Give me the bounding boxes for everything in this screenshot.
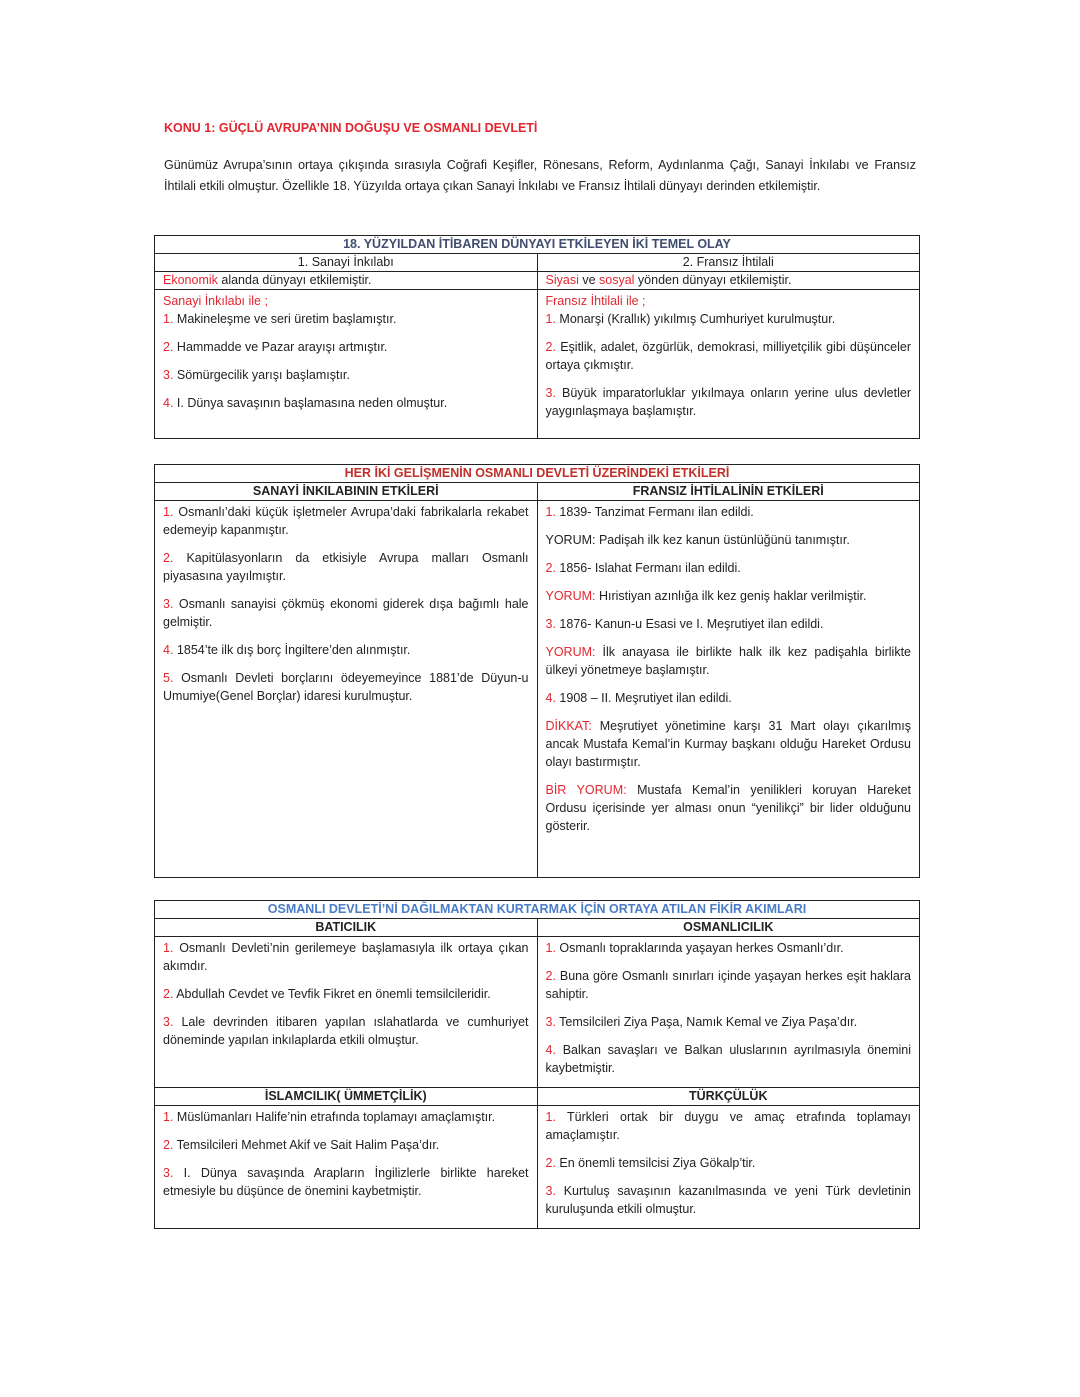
body-text: Osmanlı’daki küçük işletmeler Avrupa’daki fabrikalarla rekabet edemeyip kapanmıştır. — [163, 505, 529, 537]
list-item — [163, 310, 529, 328]
table-major-events — [154, 235, 920, 439]
body-text: Mustafa Kemal’in yenilikleri koruyan Hareket Ordusu içerisinde yer alması onun “yenilikçi” bir lider olduğunu gösterir. — [545, 783, 911, 833]
highlight-text: Fransız İhtilali ile ; — [545, 294, 646, 308]
list-item — [163, 338, 529, 356]
highlight-text: 4. — [163, 643, 174, 657]
list-item — [546, 384, 912, 420]
highlight-text: 1. — [545, 312, 556, 326]
highlight-text: 1. — [545, 941, 556, 955]
osmanlicilik-content — [537, 937, 920, 1088]
table2-title: HER İKİ GELİŞMENİN OSMANLI DEVLETİ ÜZERİNDEKİ ETKİLERİ — [155, 465, 920, 483]
body-text: Osmanlı sanayisi çökmüş ekonomi giderek dışa bağımlı hale gelmiştir. — [163, 597, 529, 629]
list-item — [546, 338, 912, 374]
body-text: Sömürgecilik yarışı başlamıştır. — [173, 368, 350, 382]
list-item — [546, 939, 912, 957]
body-text: Abdullah Cevdet ve Tevfik Fikret en önemli temsilcileridir. — [173, 987, 491, 1001]
highlight-text: BİR YORUM: — [545, 783, 627, 797]
body-text: Meşrutiyet yönetimine karşı 31 Mart olayı çıkarılmış ancak Mustafa Kemal’in Kurmay başkanı olduğu Hareket Ordusu olayı bastırmıştır. — [545, 719, 911, 769]
highlight-text: Siyasi — [545, 273, 579, 287]
body-text: Monarşi (Krallık) yıkılmış Cumhuriyet kurulmuştur. — [555, 312, 836, 326]
body-text: Osmanlı Devleti borçlarını ödeyemeyince 1881’de Düyun-u Umumiye(Genel Borçlar) idaresi kurulmuştur. — [163, 671, 529, 703]
table1-right-header: 2. Fransız İhtilali — [537, 254, 920, 272]
body-text: I. Dünya savaşında Arapların İngilizlerle birlikte hareket etmesiyle bu düşünce de önemini kaybetmiştir. — [163, 1166, 529, 1198]
list-item — [163, 641, 529, 659]
body-text: Eşitlik, adalet, özgürlük, demokrasi, milliyetçilik gibi düşünceler ortaya çıkmıştır. — [545, 340, 911, 372]
list-item — [163, 503, 529, 539]
list-item — [163, 1136, 529, 1154]
body-text: İlk anayasa ile birlikte halk ilk kez padişahla birlikte ülkeyi yönetmeye başlamıştır. — [545, 645, 911, 677]
body-text: Lale devrinden itibaren yapılan ıslahatlarda ve cumhuriyet döneminde yapılan inkılaplarda etkili olmuştur. — [163, 1015, 529, 1047]
islamcilik-content — [155, 1106, 538, 1229]
list-item — [163, 549, 529, 585]
body-text: Hıristiyan azınlığa ilk kez geniş haklar verilmiştir. — [595, 589, 867, 603]
table-ottoman-effects — [154, 464, 920, 878]
body-text: Balkan savaşları ve Balkan uluslarının ayrılmasıyla önemini kaybetmiştir. — [545, 1043, 911, 1075]
highlight-text: 4. — [545, 691, 556, 705]
table1-title: 18. YÜZYILDAN İTİBAREN DÜNYAYI ETKİLEYEN İKİ TEMEL OLAY — [155, 236, 920, 254]
highlight-text: 1. — [163, 505, 174, 519]
table2-left-header: SANAYİ İNKILABININ ETKİLERİ — [155, 483, 538, 501]
table2-right-header: FRANSIZ İHTİLALİNİN ETKİLERİ — [537, 483, 920, 501]
body-text: Türkleri ortak bir duygu ve amaç etrafında toplamayı amaçlamıştır. — [545, 1110, 911, 1142]
highlight-text: 1. — [163, 941, 174, 955]
list-item — [163, 1108, 529, 1126]
table1-right-row — [537, 272, 920, 290]
table1-right-content — [537, 290, 920, 439]
body-text: Temsilcileri Mehmet Akif ve Sait Halim Paşa’dır. — [173, 1138, 440, 1152]
highlight-text: 4. — [545, 1043, 556, 1057]
highlight-text: 1. — [545, 505, 556, 519]
list-item — [546, 967, 912, 1003]
row-text — [546, 272, 912, 289]
body-text: Büyük imparatorluklar yıkılmaya onların yerine ulus devletler yaygınlaşmaya başlamıştır. — [545, 386, 911, 418]
highlight-text: 3. — [163, 1015, 174, 1029]
row-text — [163, 272, 529, 289]
list-item — [163, 1164, 529, 1200]
table1-left-row — [155, 272, 538, 290]
body-text: En önemli temsilcisi Ziya Gökalp’tir. — [555, 1156, 756, 1170]
list-item — [546, 310, 912, 328]
highlight-text: 2. — [545, 561, 556, 575]
highlight-text: DİKKAT: — [545, 719, 592, 733]
highlight-text: sosyal — [599, 273, 635, 287]
table-ideologies — [154, 900, 920, 1229]
header-baticilik: BATICILIK — [155, 919, 538, 937]
table1-left-header: 1. Sanayi İnkılabı — [155, 254, 538, 272]
highlight-text: 5. — [163, 671, 174, 685]
list-item — [163, 1013, 529, 1049]
list-item — [546, 503, 912, 521]
header-osmanlicilik: OSMANLICILIK — [537, 919, 920, 937]
highlight-text: 2. — [163, 987, 174, 1001]
highlight-text: 2. — [545, 1156, 556, 1170]
header-islamcilik: İSLAMCILIK( ÜMMETÇİLİK) — [155, 1088, 538, 1106]
body-text: 1876- Kanun-u Esasi ve I. Meşrutiyet ilan edildi. — [555, 617, 824, 631]
body-text: Buna göre Osmanlı sınırları içinde yaşayan herkes eşit haklara sahiptir. — [545, 969, 911, 1001]
body-text: ve — [578, 273, 599, 287]
highlight-text: 3. — [545, 1184, 556, 1198]
list-item — [546, 689, 912, 707]
highlight-text: 4. — [163, 396, 174, 410]
list-item — [163, 939, 529, 975]
body-text: Osmanlı Devleti’nin gerilemeye başlamasıyla ilk ortaya çıkan akımdır. — [163, 941, 529, 973]
body-text: 1839- Tanzimat Fermanı ilan edildi. — [555, 505, 754, 519]
list-item — [546, 1182, 912, 1218]
list-item — [546, 781, 912, 835]
list-item — [163, 595, 529, 631]
highlight-text: 3. — [545, 617, 556, 631]
list-item — [546, 1154, 912, 1172]
body-text: Osmanlı topraklarında yaşayan herkes Osmanlı’dır. — [555, 941, 844, 955]
body-text: Müslümanları Halife’nin etrafında toplamayı amaçlamıştır. — [173, 1110, 496, 1124]
body-text: Temsilcileri Ziya Paşa, Namık Kemal ve Ziya Paşa’dır. — [555, 1015, 858, 1029]
body-text: Hammadde ve Pazar arayışı artmıştır. — [173, 340, 388, 354]
list-item — [546, 1013, 912, 1031]
list-item — [546, 643, 912, 679]
list-item — [546, 531, 912, 549]
highlight-text: YORUM: — [545, 589, 596, 603]
highlight-text: 3. — [545, 1015, 556, 1029]
body-text: YORUM: Padişah ilk kez kanun üstünlüğünü tanımıştır. — [545, 533, 850, 547]
body-text: 1854’te ilk dış borç İngiltere’den alınmıştır. — [173, 643, 411, 657]
list-item — [163, 394, 529, 412]
highlight-text: Ekonomik — [163, 273, 218, 287]
table2-right-content — [537, 501, 920, 878]
table3-title: OSMANLI DEVLETİ’Nİ DAĞILMAKTAN KURTARMAK İÇİN ORTAYA ATILAN FİKİR AKIMLARI — [155, 901, 920, 919]
list-item — [163, 292, 529, 310]
highlight-text: 3. — [545, 386, 556, 400]
body-text: alanda dünyayı etkilemiştir. — [217, 273, 372, 287]
intro-paragraph: Günümüz Avrupa’sının ortaya çıkışında sırasıyla Coğrafi Keşifler, Rönesans, Reform, Aydınlanma Çağı, Sanayi İnkılabı ve Fransız İhtilali etkili olmuştur. Özellikle 18. Yüzyılda ortaya çıkan Sanayi İnkılabı ve Fransız İhtilali dünyayı derinden etkilemiştir. — [164, 158, 916, 193]
body-text: Kurtuluş savaşının kazanılmasında ve yeni Türk devletinin kuruluşunda etkili olmuştur. — [545, 1184, 911, 1216]
body-text: I. Dünya savaşının başlamasına neden olmuştur. — [173, 396, 448, 410]
highlight-text: 3. — [163, 1166, 174, 1180]
list-item — [546, 587, 912, 605]
list-item — [163, 366, 529, 384]
baticilik-content — [155, 937, 538, 1088]
turkculuk-content — [537, 1106, 920, 1229]
list-item — [546, 1041, 912, 1077]
body-text: Makineleşme ve seri üretim başlamıştır. — [173, 312, 397, 326]
highlight-text: 1. — [545, 1110, 556, 1124]
body-text: Kapitülasyonların da etkisiyle Avrupa malları Osmanlı piyasasına yayılmıştır. — [163, 551, 529, 583]
highlight-text: Sanayi İnkılabı ile ; — [163, 294, 268, 308]
list-item — [546, 717, 912, 771]
highlight-text: YORUM: — [545, 645, 596, 659]
body-text: 1856- Islahat Fermanı ilan edildi. — [555, 561, 741, 575]
page-title: KONU 1: GÜÇLÜ AVRUPA’NIN DOĞUŞU VE OSMANLI DEVLETİ — [164, 121, 538, 135]
table2-left-content — [155, 501, 538, 878]
highlight-text: 2. — [545, 340, 556, 354]
list-item — [546, 615, 912, 633]
list-item — [546, 292, 912, 310]
list-item — [546, 1108, 912, 1144]
table1-left-content — [155, 290, 538, 439]
body-text: 1908 – II. Meşrutiyet ilan edildi. — [555, 691, 732, 705]
header-turkculuk: TÜRKÇÜLÜK — [537, 1088, 920, 1106]
list-item — [163, 985, 529, 1003]
highlight-text: 3. — [163, 597, 174, 611]
highlight-text: 2. — [163, 1138, 174, 1152]
highlight-text: 2. — [545, 969, 556, 983]
list-item — [163, 669, 529, 705]
highlight-text: 2. — [163, 340, 174, 354]
highlight-text: 1. — [163, 312, 174, 326]
list-item — [546, 559, 912, 577]
body-text: yönden dünyayı etkilemiştir. — [634, 273, 792, 287]
highlight-text: 1. — [163, 1110, 174, 1124]
highlight-text: 3. — [163, 368, 174, 382]
highlight-text: 2. — [163, 551, 174, 565]
